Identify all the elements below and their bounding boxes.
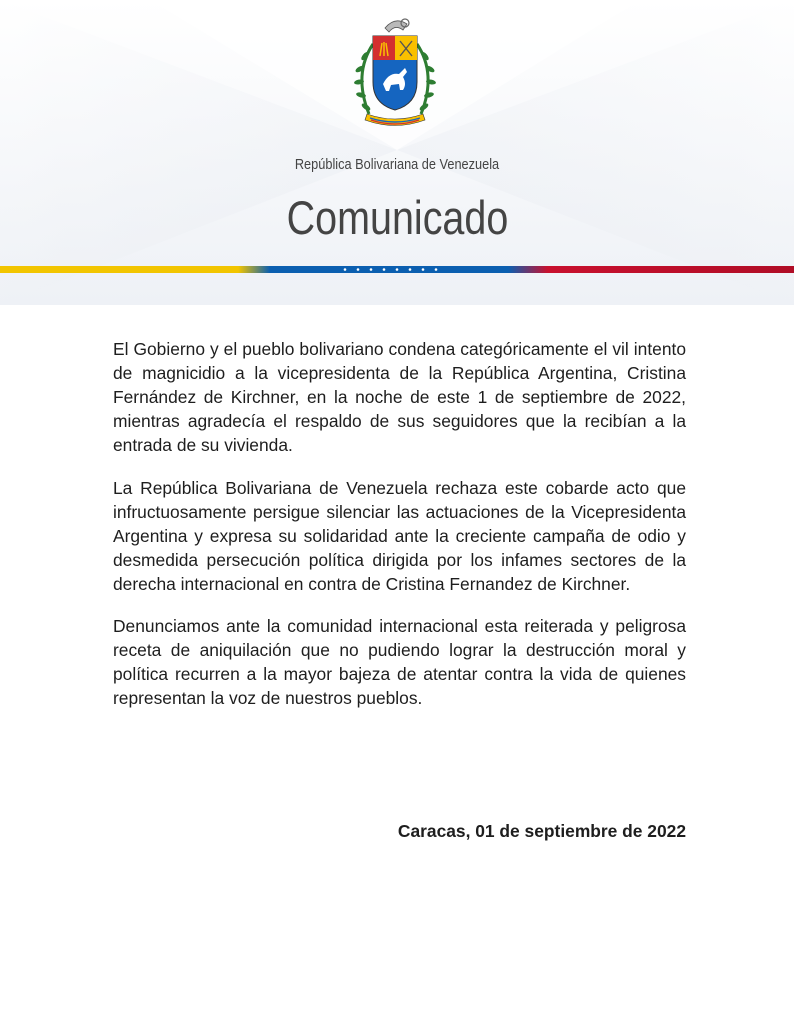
- flag-stripe: [0, 266, 794, 273]
- organization-name: República Bolivariana de Venezuela: [294, 157, 500, 173]
- paragraph-3: Denunciamos ante la comunidad internacional esta reiterada y peligrosa receta de aniquilación que no pudiendo lograr la destrucción moral y política recurren a la mayor bajeza de atentar contra la vida de quienes representan la voz de nuestros pueblos.: [113, 616, 686, 708]
- venezuela-coat-of-arms-icon: [345, 14, 445, 134]
- communique-body: [113, 337, 686, 728]
- place-and-date: Caracas, 01 de septiembre de 2022: [397, 821, 686, 841]
- document-title: Comunicado: [286, 191, 509, 244]
- paragraph-1: El Gobierno y el pueblo bolivariano condena categóricamente el vil intento de magnicidio a la vicepresidenta de la República Argentina, Cristina Fernández de Kirchner, en la noche de este 1 de septiembre de 2022, mientras agradecía el respaldo de sus seguidores que la recibían a la entrada de su vivienda.: [113, 339, 686, 455]
- letterhead-header: [0, 0, 794, 305]
- paragraph-2: La República Bolivariana de Venezuela rechaza este cobarde acto que infructuosamente persigue silenciar las actuaciones de la Vicepresidenta Argentina y expresa su solidaridad ante la creciente campaña de odio y desmedida persecución política dirigida por los infames sectores de la derecha internacional en contra de Cristina Fernandez de Kirchner.: [113, 478, 686, 594]
